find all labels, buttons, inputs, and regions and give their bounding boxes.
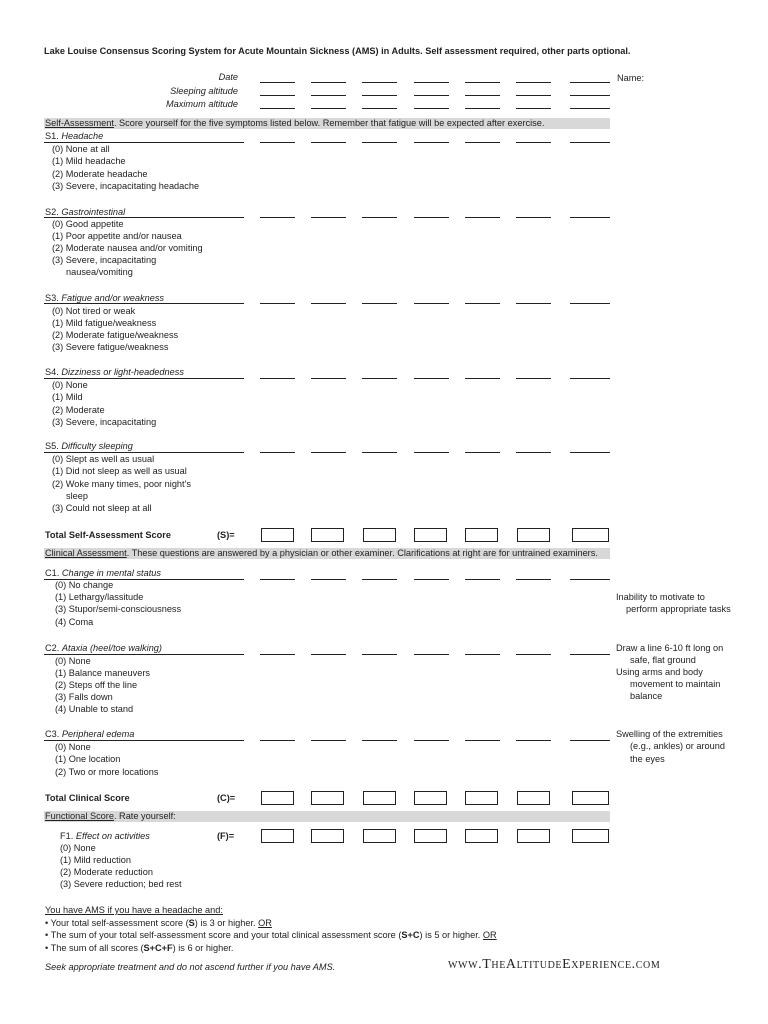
c1-option: (1) Lethargy/lassitude bbox=[55, 592, 144, 602]
sleeping-altitude-label: Sleeping altitude bbox=[170, 86, 238, 96]
c1-note: Inability to motivate to bbox=[616, 592, 705, 602]
f1-option: (0) None bbox=[60, 843, 96, 853]
functional-score-box[interactable] bbox=[261, 829, 294, 843]
c2-option: (0) None bbox=[55, 656, 91, 666]
c2-option: (4) Unable to stand bbox=[55, 704, 134, 714]
self-total-box[interactable] bbox=[517, 528, 550, 542]
c1-note: perform appropriate tasks bbox=[626, 604, 731, 614]
s4-heading: S4. Dizziness or light-headedness bbox=[45, 367, 184, 377]
treatment-advice: Seek appropriate treatment and do not ascend further if you have AMS. bbox=[45, 962, 336, 972]
self-total-box[interactable] bbox=[465, 528, 498, 542]
c2-note: Using arms and body bbox=[616, 667, 703, 677]
functional-score-box[interactable] bbox=[363, 829, 396, 843]
s1-heading: S1. Headache bbox=[45, 131, 104, 141]
clinical-total-box[interactable] bbox=[465, 791, 498, 805]
f1-code: (F)= bbox=[217, 831, 235, 841]
s2-option: (3) Severe, incapacitating bbox=[52, 255, 157, 265]
maximum-altitude-label: Maximum altitude bbox=[166, 99, 238, 109]
c3-note: the eyes bbox=[630, 754, 665, 764]
name-label: Name: bbox=[617, 73, 645, 83]
functional-score-box[interactable] bbox=[414, 829, 447, 843]
s5-option: (3) Could not sleep at all bbox=[52, 503, 152, 513]
form-title: Lake Louise Consensus Scoring System for Acute Mountain Sickness (AMS) in Adults. Self assessment required, other parts optional. bbox=[44, 46, 631, 56]
c2-option: (3) Falls down bbox=[55, 692, 113, 702]
clinical-total-box[interactable] bbox=[414, 791, 447, 805]
c2-option: (2) Steps off the line bbox=[55, 680, 138, 690]
c1-option: (4) Coma bbox=[55, 617, 94, 627]
s3-heading: S3. Fatigue and/or weakness bbox=[45, 293, 165, 303]
functional-score-box[interactable] bbox=[517, 829, 550, 843]
s5-option: (2) Woke many times, poor night's bbox=[52, 479, 191, 489]
c2-note: balance bbox=[630, 691, 663, 701]
total-self-assessment-label: Total Self-Assessment Score bbox=[45, 530, 171, 540]
clinical-total-box[interactable] bbox=[261, 791, 294, 805]
s4-rule bbox=[44, 378, 244, 379]
c2-option: (1) Balance maneuvers bbox=[55, 668, 150, 678]
s3-option: (0) Not tired or weak bbox=[52, 306, 136, 316]
s1-option: (2) Moderate headache bbox=[52, 169, 148, 179]
s3-rule bbox=[44, 303, 244, 304]
s2-option: (2) Moderate nausea and/or vomiting bbox=[52, 243, 203, 253]
s1-rule bbox=[44, 142, 244, 143]
f1-heading: F1. Effect on activities bbox=[60, 831, 150, 841]
s2-rule bbox=[44, 217, 244, 218]
ams-criterion: • Your total self-assessment score (S) is 3 or higher. OR bbox=[45, 918, 272, 928]
clinical-total-box[interactable] bbox=[363, 791, 396, 805]
s5-rule bbox=[44, 452, 244, 453]
s3-option: (1) Mild fatigue/weakness bbox=[52, 318, 157, 328]
c2-note: Draw a line 6-10 ft long on bbox=[616, 643, 724, 653]
c3-option: (2) Two or more locations bbox=[55, 767, 159, 777]
s3-option: (2) Moderate fatigue/weakness bbox=[52, 330, 179, 340]
c2-heading: C2. Ataxia (heel/toe walking) bbox=[45, 643, 162, 653]
total-clinical-code: (C)= bbox=[217, 793, 236, 803]
f1-option: (2) Moderate reduction bbox=[60, 867, 153, 877]
s3-option: (3) Severe fatigue/weakness bbox=[52, 342, 169, 352]
c3-note: Swelling of the extremities bbox=[616, 729, 723, 739]
c2-note: movement to maintain bbox=[630, 679, 721, 689]
s5-option: (0) Slept as well as usual bbox=[52, 454, 155, 464]
s1-option: (1) Mild headache bbox=[52, 156, 126, 166]
total-clinical-label: Total Clinical Score bbox=[45, 793, 130, 803]
s2-heading: S2. Gastrointestinal bbox=[45, 207, 126, 217]
functional-score-box[interactable] bbox=[465, 829, 498, 843]
s1-option: (0) None at all bbox=[52, 144, 110, 154]
ams-criterion: • The sum of all scores (S+C+F) is 6 or higher. bbox=[45, 943, 234, 953]
self-assessment-intro: Self-Assessment. Score yourself for the five symptoms listed below. Remember that fatigue will be expected after exercise. bbox=[45, 118, 545, 128]
c1-heading: C1. Change in mental status bbox=[45, 568, 161, 578]
s4-option: (2) Moderate bbox=[52, 405, 105, 415]
c1-option: (0) No change bbox=[55, 580, 114, 590]
c1-option: (3) Stupor/semi-consciousness bbox=[55, 604, 182, 614]
self-total-box[interactable] bbox=[261, 528, 294, 542]
functional-score-box[interactable] bbox=[572, 829, 609, 843]
c3-heading: C3. Peripheral edema bbox=[45, 729, 135, 739]
self-total-box[interactable] bbox=[414, 528, 447, 542]
functional-intro: Functional Score. Rate yourself: bbox=[45, 811, 176, 821]
s2-option-continued: nausea/vomiting bbox=[66, 267, 133, 277]
s5-option: (1) Did not sleep as well as usual bbox=[52, 466, 187, 476]
c2-note: safe, flat ground bbox=[630, 655, 696, 665]
self-total-box[interactable] bbox=[311, 528, 344, 542]
s4-option: (1) Mild bbox=[52, 392, 83, 402]
clinical-total-box[interactable] bbox=[311, 791, 344, 805]
clinical-total-box[interactable] bbox=[517, 791, 550, 805]
s1-option: (3) Severe, incapacitating headache bbox=[52, 181, 200, 191]
c3-rule bbox=[44, 740, 244, 741]
s4-option: (3) Severe, incapacitating bbox=[52, 417, 157, 427]
self-total-box[interactable] bbox=[572, 528, 609, 542]
self-total-box[interactable] bbox=[363, 528, 396, 542]
total-self-assessment-code: (S)= bbox=[217, 530, 235, 540]
c2-rule bbox=[44, 654, 244, 655]
ams-criteria-heading: You have AMS if you have a headache and: bbox=[45, 905, 223, 915]
f1-option: (1) Mild reduction bbox=[60, 855, 131, 865]
s2-option: (0) Good appetite bbox=[52, 219, 124, 229]
f1-option: (3) Severe reduction; bed rest bbox=[60, 879, 182, 889]
s2-option: (1) Poor appetite and/or nausea bbox=[52, 231, 182, 241]
c3-note: (e.g., ankles) or around bbox=[630, 741, 725, 751]
c3-option: (0) None bbox=[55, 742, 91, 752]
date-label: Date bbox=[218, 72, 238, 82]
clinical-total-box[interactable] bbox=[572, 791, 609, 805]
s5-heading: S5. Difficulty sleeping bbox=[45, 441, 133, 451]
website-url: www.TheAltitudeExperience.com bbox=[448, 957, 661, 972]
s4-option: (0) None bbox=[52, 380, 88, 390]
clinical-intro: Clinical Assessment. These questions are answered by a physician or other examiner. Clarifications at right are for untrained examiners. bbox=[45, 548, 598, 558]
s5-option-continued: sleep bbox=[66, 491, 88, 501]
functional-score-box[interactable] bbox=[311, 829, 344, 843]
ams-criterion: • The sum of your total self-assessment score and your total clinical assessment score (S+C) is 5 or higher. OR bbox=[45, 930, 497, 940]
c3-option: (1) One location bbox=[55, 754, 121, 764]
